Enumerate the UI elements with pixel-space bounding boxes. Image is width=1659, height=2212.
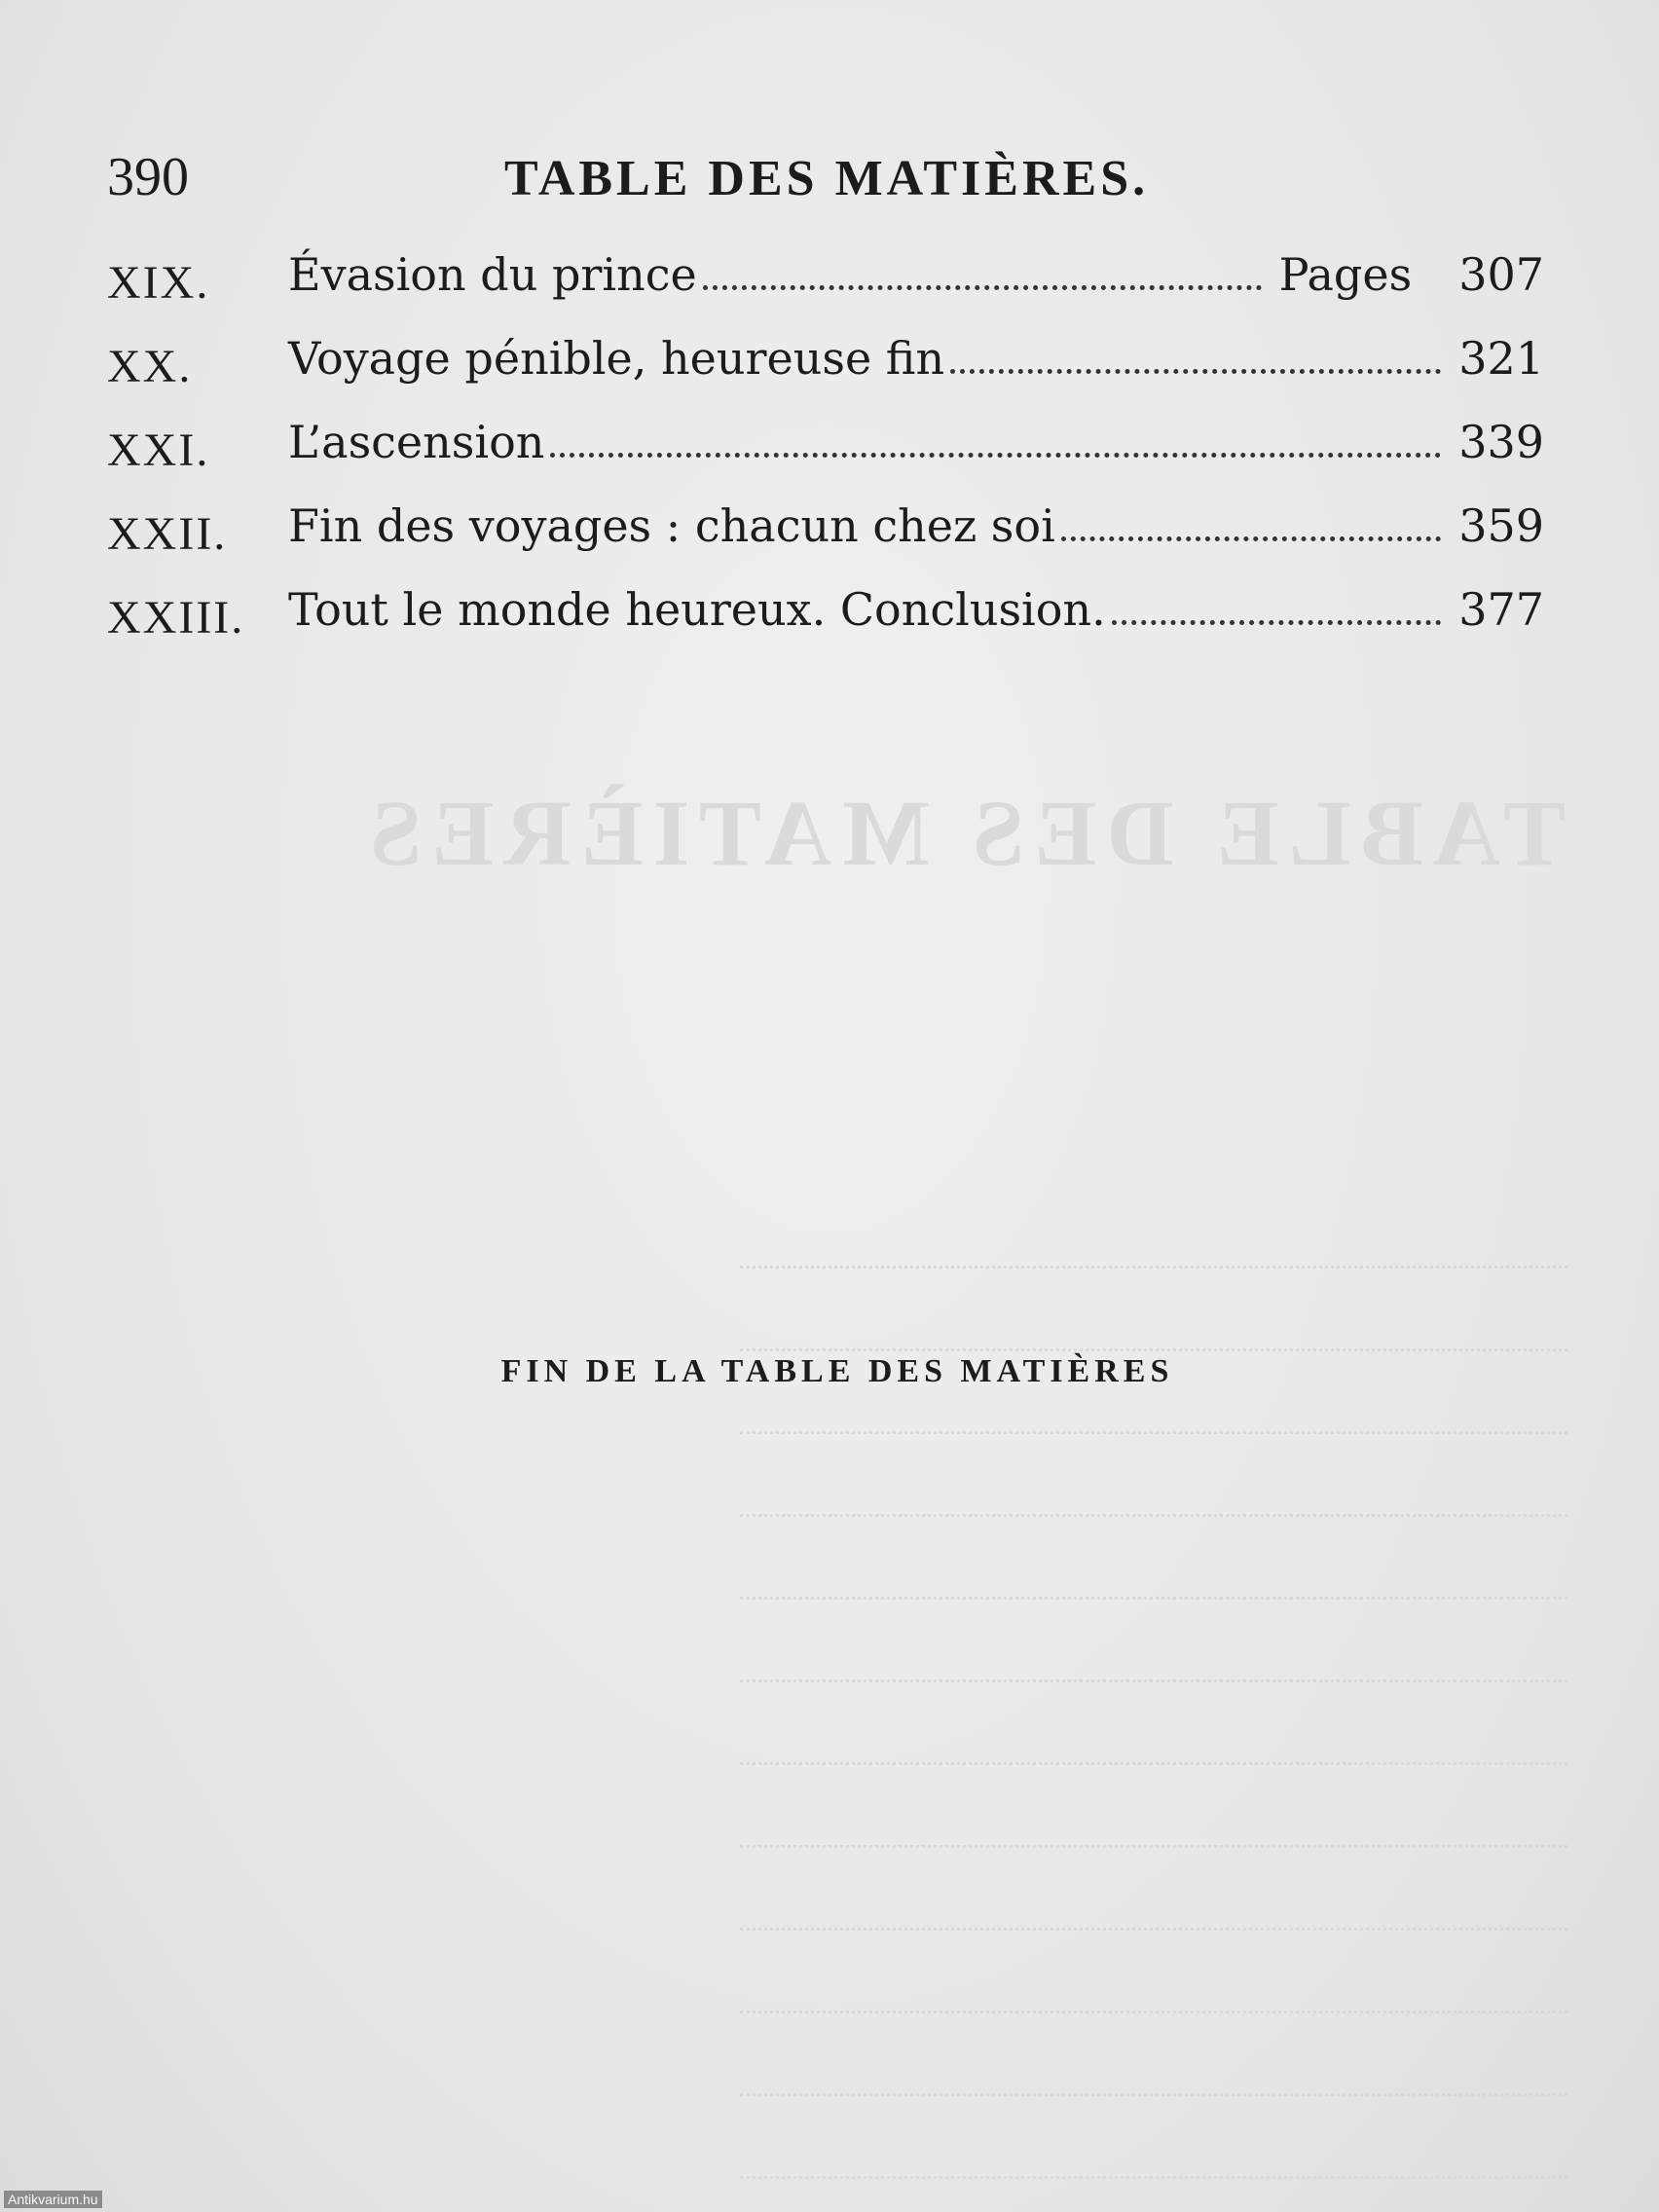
- dot-leader: [1112, 619, 1441, 625]
- end-of-table-note: FIN DE LA TABLE DES MATIÈRES: [500, 1353, 1174, 1389]
- show-through-line: [740, 2137, 1567, 2179]
- show-through-line: [740, 1806, 1567, 1848]
- page-number: 390: [107, 147, 189, 207]
- pages-label: Pages: [1278, 248, 1413, 301]
- show-through-line: [740, 2054, 1567, 2096]
- show-through-line: [740, 1641, 1567, 1682]
- page-header: [107, 146, 1178, 224]
- chapter-number: XXI.: [107, 424, 210, 476]
- chapter-page: 339: [1458, 416, 1544, 468]
- show-through-line: [740, 1558, 1567, 1600]
- dot-leader: [703, 284, 1262, 290]
- chapter-number: XXIII.: [107, 592, 245, 644]
- toc-entry: [107, 322, 1567, 406]
- chapter-page: 359: [1458, 499, 1544, 552]
- show-through-line: [740, 1723, 1567, 1765]
- show-through-title: TABLE DES MATIÈRES: [360, 781, 1567, 885]
- dot-leader: [550, 452, 1441, 458]
- toc-entry: [107, 406, 1567, 490]
- dot-leader: [950, 368, 1441, 374]
- toc-entry: [107, 490, 1567, 573]
- running-title: TABLE DES MATIÈRES.: [504, 151, 1150, 206]
- show-through-line: [740, 1972, 1567, 2013]
- chapter-page: 377: [1458, 583, 1544, 636]
- show-through-line: [740, 1392, 1567, 1434]
- show-through-line: [740, 1227, 1567, 1269]
- show-through-line: [740, 1475, 1567, 1517]
- chapter-number: XX.: [107, 341, 193, 392]
- table-of-contents: [107, 239, 1567, 657]
- chapter-number: XXII.: [107, 508, 228, 560]
- chapter-title: L’ascension: [288, 416, 545, 468]
- chapter-page: 321: [1458, 332, 1544, 385]
- toc-entry: [107, 573, 1567, 657]
- watermark: Antikvarium.hu: [4, 2191, 102, 2208]
- chapter-title: Voyage pénible, heureuse fin: [288, 332, 945, 385]
- show-through-line: [740, 1309, 1567, 1351]
- toc-entry: [107, 239, 1567, 322]
- dot-leader: [1061, 535, 1441, 541]
- chapter-title: Fin des voyages : chacun chez soi: [288, 499, 1055, 552]
- chapter-page: 307: [1458, 248, 1544, 301]
- show-through-line: [740, 1889, 1567, 1931]
- chapter-title: Tout le monde heureux. Conclusion.: [288, 583, 1106, 636]
- chapter-number: XIX.: [107, 257, 210, 309]
- chapter-title: Évasion du prince: [288, 248, 697, 301]
